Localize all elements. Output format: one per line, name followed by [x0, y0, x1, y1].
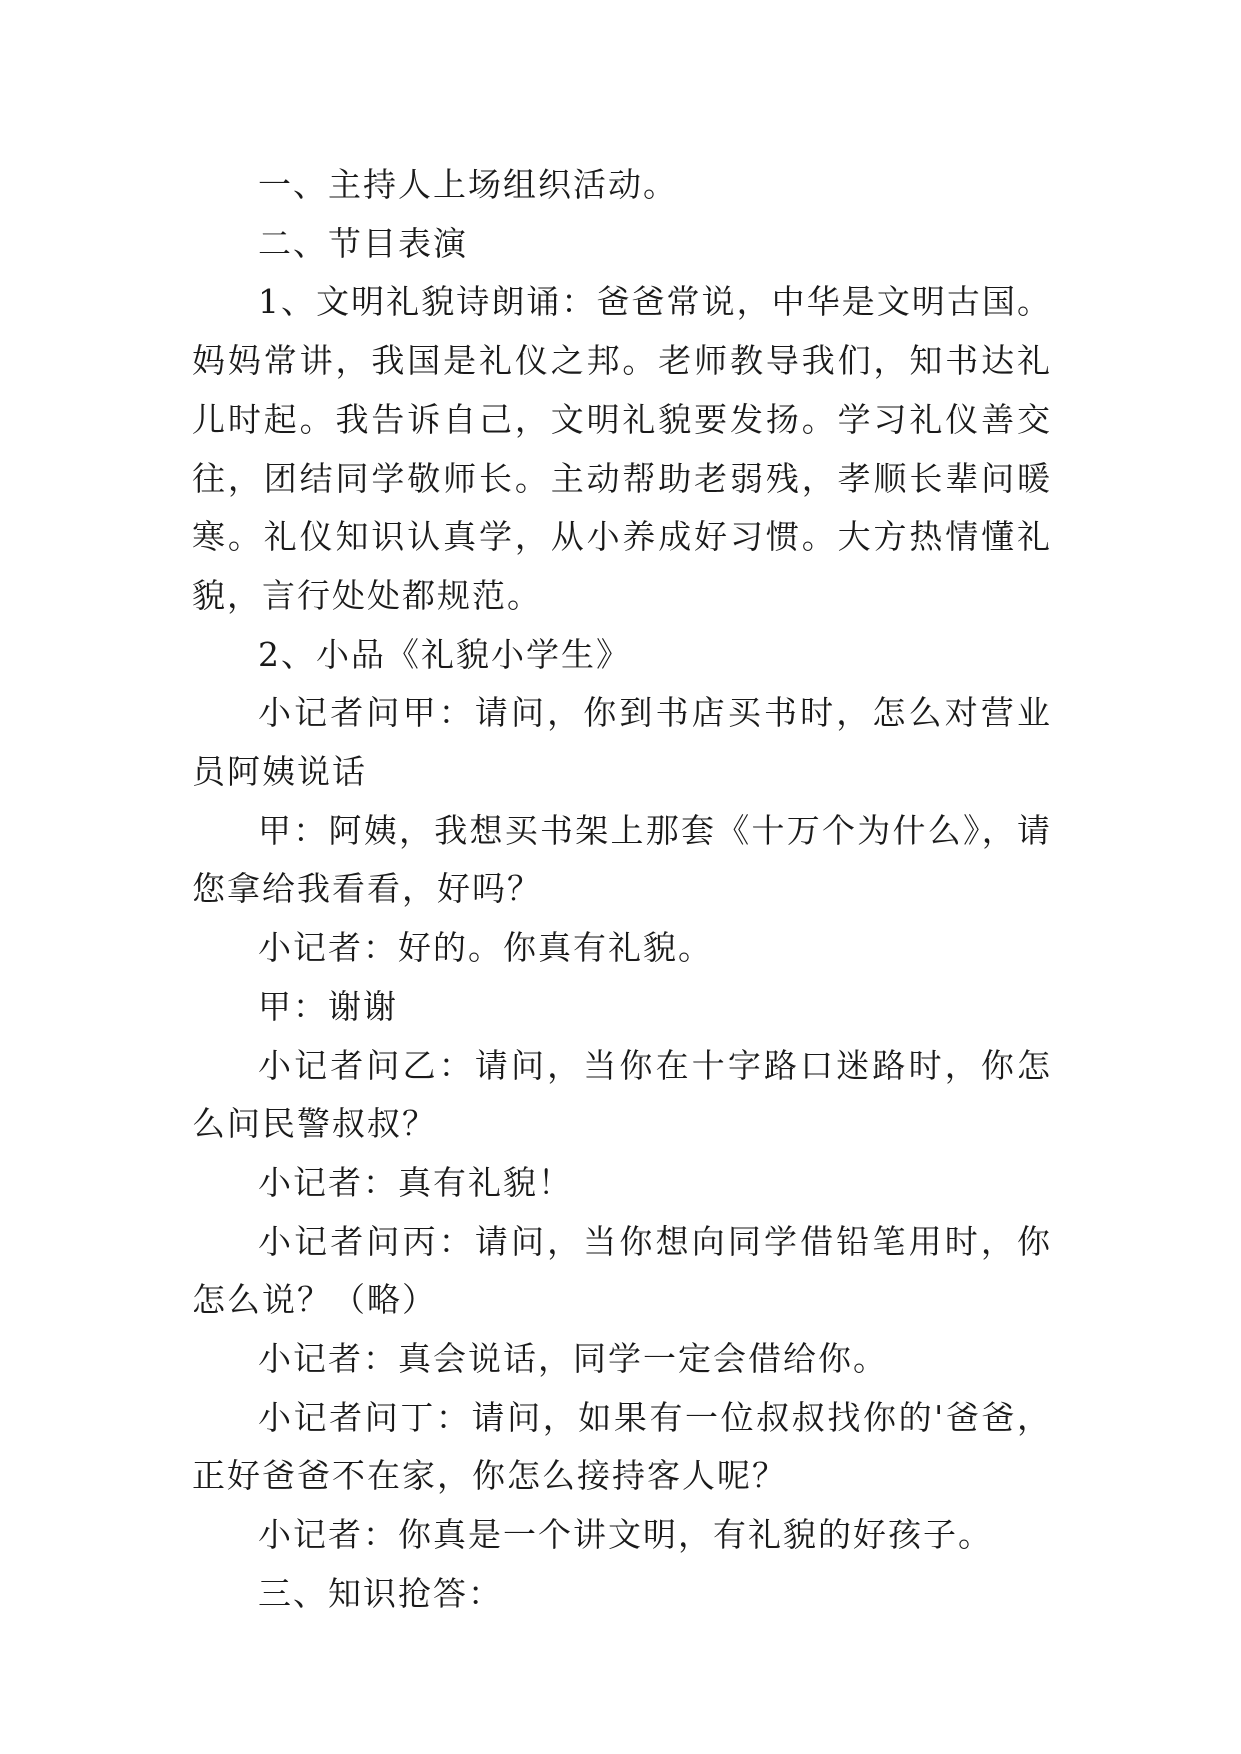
- document-body: [192, 156, 1052, 1624]
- paragraph-dialogue: 小记者问乙：请问，当你在十字路口迷路时，你怎么问民警叔叔？: [192, 1045, 1052, 1144]
- paragraph-dialogue: 甲：谢谢: [258, 986, 398, 1026]
- paragraph-program-heading: 二、节目表演: [258, 223, 468, 263]
- paragraph-dialogue: 小记者：你真是一个讲文明，有礼貌的好孩子。: [258, 1515, 993, 1555]
- paragraph-dialogue: 小记者：好的。你真有礼貌。: [258, 928, 713, 968]
- paragraph-poem-recital: 1、文明礼貌诗朗诵：爸爸常说，中华是文明古国。妈妈常讲，我国是礼仪之邦。老师教导我们，知书达礼儿时起。我告诉自己，文明礼貌要发扬。学习礼仪善交往，团结同学敬师长。主动帮助老弱残，孝顺长辈问暖寒。礼仪知识认真学，从小养成好习惯。大方热情懂礼貌，言行处处都规范。: [192, 282, 1052, 615]
- paragraph-skit-title: 2、小品《礼貌小学生》: [258, 634, 631, 674]
- paragraph-quiz-heading: 三、知识抢答：: [258, 1573, 503, 1613]
- paragraph-dialogue: 甲：阿姨，我想买书架上那套《十万个为什么》，请您拿给我看看，好吗？: [192, 810, 1052, 909]
- paragraph-dialogue: 小记者：真会说话，同学一定会借给你。: [258, 1339, 888, 1379]
- paragraph-dialogue: 小记者问甲：请问，你到书店买书时，怎么对营业员阿姨说话: [192, 693, 1052, 792]
- paragraph-dialogue: 小记者：真有礼貌！: [258, 1162, 573, 1202]
- paragraph-dialogue: 小记者问丙：请问，当你想向同学借铅笔用时，你怎么说？（略）: [192, 1221, 1052, 1320]
- paragraph-dialogue: 小记者问丁：请问，如果有一位叔叔找你的'爸爸，正好爸爸不在家，你怎么接持客人呢？: [192, 1397, 1052, 1496]
- paragraph-host-opening: 一、主持人上场组织活动。: [258, 165, 678, 204]
